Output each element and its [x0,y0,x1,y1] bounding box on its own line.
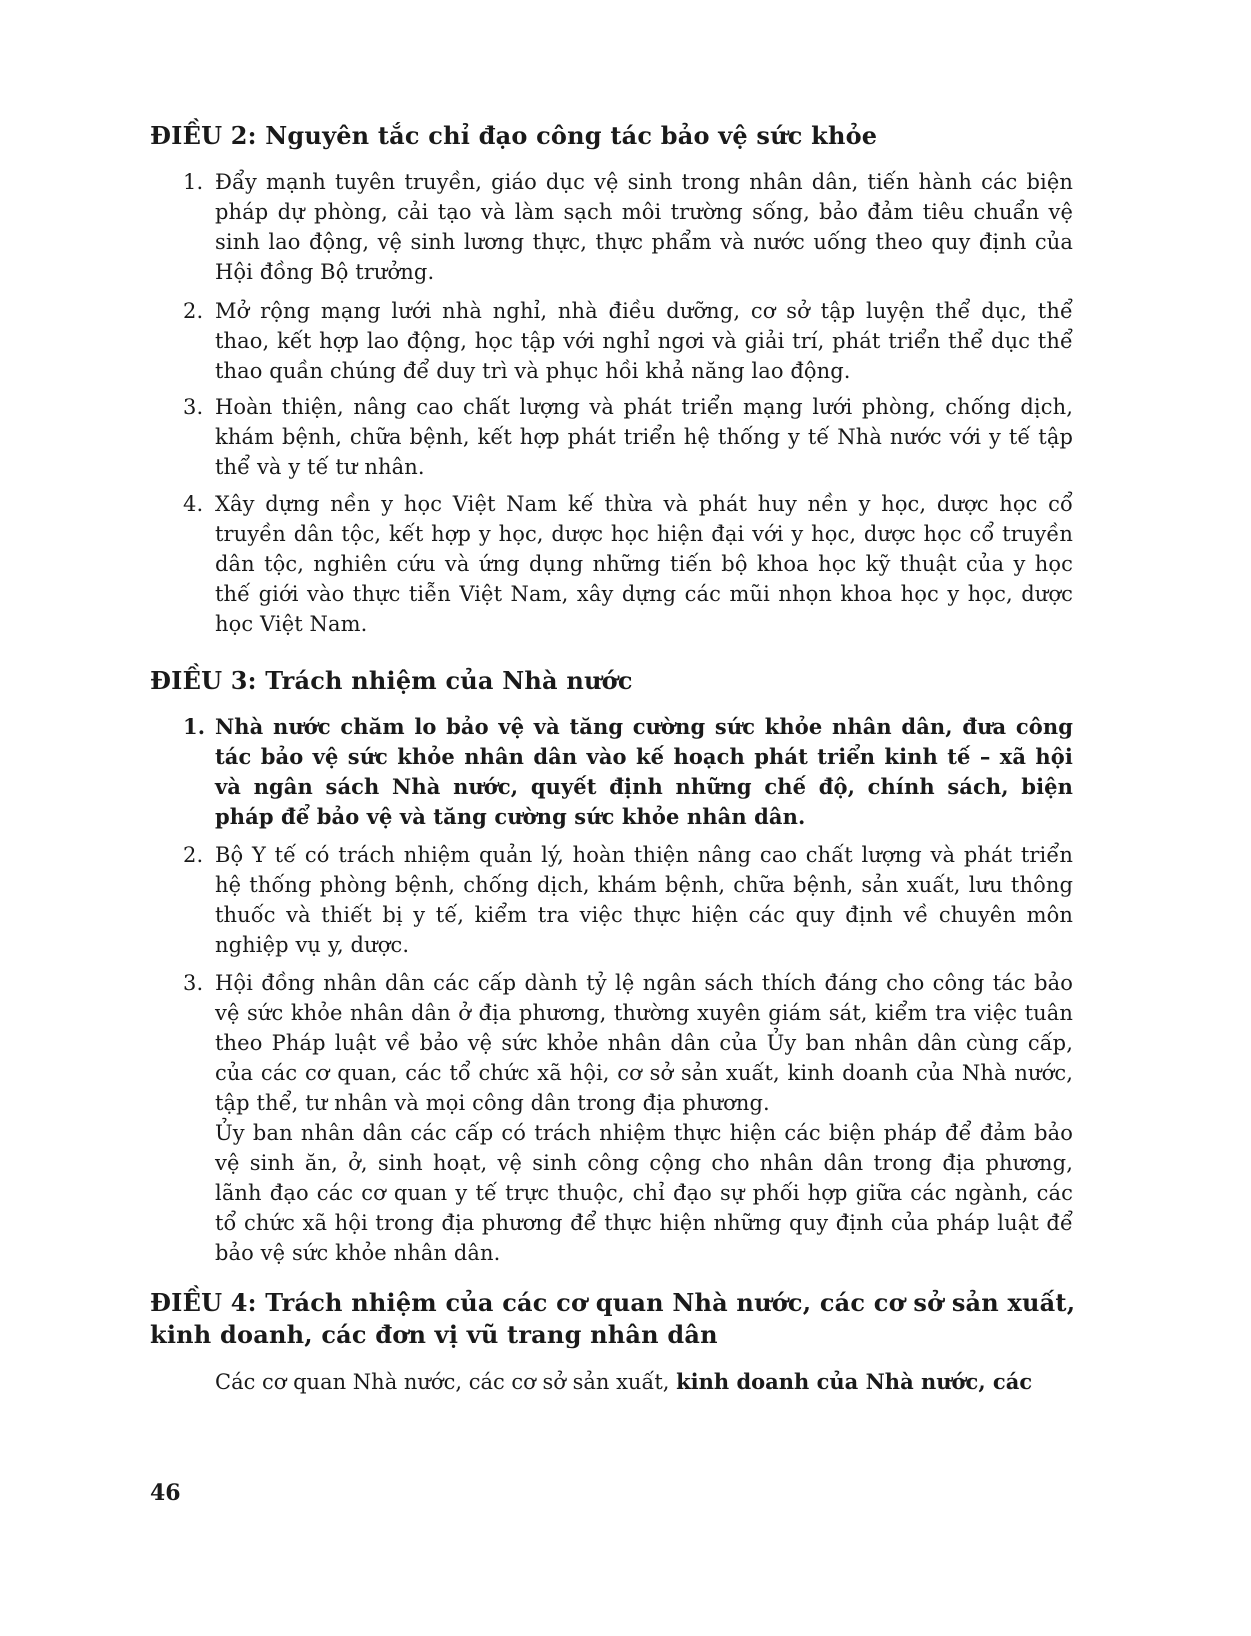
article-3-item-1 [183,712,1073,832]
item-number: 4. [183,492,204,516]
item-number: 1. [183,714,206,739]
paragraph-text-bold: kinh doanh của Nhà nước, các [676,1369,1033,1394]
article-4-paragraph [215,1367,1075,1397]
article-3-item-2 [183,840,1073,960]
article-2-item-3 [183,392,1073,482]
item-text: Nhà nước chăm lo bảo vệ và tăng cường sức khỏe nhân dân, đưa công tác bảo vệ sức khỏe nhân dân vào kế hoạch phát triển kinh tế – xã hội và ngân sách Nhà nước, quyết định những chế độ, chính sách, biện pháp để bảo vệ và tăng cường sức khỏe nhân dân. [215,714,1073,829]
item-number: 2. [183,299,204,323]
article-3-item-3 [183,968,1073,1268]
item-number: 3. [183,971,204,995]
page-number: 46 [150,1480,181,1506]
article-3-heading: ĐIỀU 3: Trách nhiệm của Nhà nước [150,666,633,695]
item-text-continued: Ủy ban nhân dân các cấp có trách nhiệm thực hiện các biện pháp để đảm bảo vệ sinh ăn, ở, sinh hoạt, vệ sinh công cộng cho nhân dân trong địa phương, lãnh đạo các cơ quan y tế trực thuộc, chỉ đạo sự phối hợp giữa các ngành, các tổ chức xã hội trong địa phương để thực hiện những quy định của pháp luật để bảo vệ sức khỏe nhân dân. [215,1121,1073,1265]
item-number: 3. [183,395,204,419]
item-number: 1. [183,170,204,194]
item-number: 2. [183,843,204,867]
article-2-item-1 [183,167,1073,287]
article-2-item-2 [183,296,1073,386]
article-2-heading: ĐIỀU 2: Nguyên tắc chỉ đạo công tác bảo vệ sức khỏe [150,121,878,150]
paragraph-text: Các cơ quan Nhà nước, các cơ sở sản xuất, [215,1370,677,1394]
item-text: Mở rộng mạng lưới nhà nghỉ, nhà điều dưỡng, cơ sở tập luyện thể dục, thể thao, kết hợp lao động, học tập với nghỉ ngơi và giải trí, phát triển thể dục thể thao quần chúng để duy trì và phục hồi khả năng lao động. [215,299,1073,383]
item-text: Hội đồng nhân dân các cấp dành tỷ lệ ngân sách thích đáng cho công tác bảo vệ sức khỏe nhân dân ở địa phương, thường xuyên giám sát, kiểm tra việc tuân theo Pháp luật về bảo vệ sức khỏe nhân dân của Ủy ban nhân dân cùng cấp, của các cơ quan, các tổ chức xã hội, cơ sở sản xuất, kinh doanh của Nhà nước, tập thể, tư nhân và mọi công dân trong địa phương. [215,971,1073,1115]
item-text: Bộ Y tế có trách nhiệm quản lý, hoàn thiện nâng cao chất lượng và phát triển hệ thống phòng bệnh, chống dịch, khám bệnh, chữa bệnh, sản xuất, lưu thông thuốc và thiết bị y tế, kiểm tra việc thực hiện các quy định về chuyên môn nghiệp vụ y, dược. [215,843,1073,957]
item-text: Xây dựng nền y học Việt Nam kế thừa và phát huy nền y học, dược học cổ truyền dân tộc, kết hợp y học, dược học hiện đại với y học, dược học cổ truyền dân tộc, nghiên cứu và ứng dụng những tiến bộ khoa học kỹ thuật của y học thế giới vào thực tiễn Việt Nam, xây dựng các mũi nhọn khoa học y học, dược học Việt Nam. [215,492,1073,636]
article-2-item-4 [183,489,1073,639]
item-text: Đẩy mạnh tuyên truyền, giáo dục vệ sinh trong nhân dân, tiến hành các biện pháp dự phòng, cải tạo và làm sạch môi trường sống, bảo đảm tiêu chuẩn vệ sinh lao động, vệ sinh lương thực, thực phẩm và nước uống theo quy định của Hội đồng Bộ trưởng. [215,170,1073,284]
article-4-heading: ĐIỀU 4: Trách nhiệm của các cơ quan Nhà nước, các cơ sở sản xuất, kinh doanh, các đơn vị vũ trang nhân dân [150,1288,1076,1349]
item-text: Hoàn thiện, nâng cao chất lượng và phát triển mạng lưới phòng, chống dịch, khám bệnh, chữa bệnh, kết hợp phát triển hệ thống y tế Nhà nước với y tế tập thể và y tế tư nhân. [215,395,1073,479]
